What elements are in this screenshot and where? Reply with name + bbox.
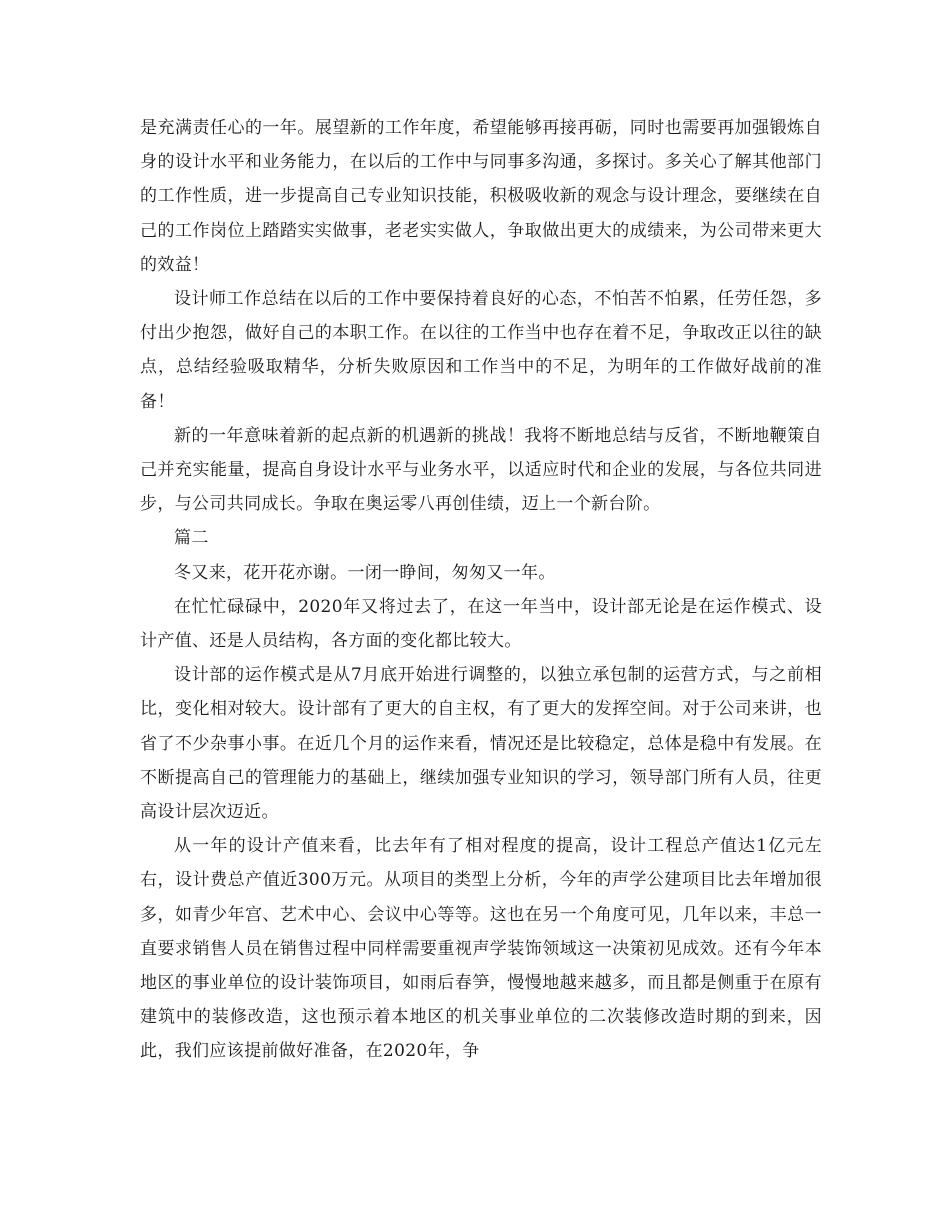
paragraph-year-review: 在忙忙碌碌中，2020年又将过去了，在这一年当中，设计部无论是在运作模式、设计产值、还是人员结构，各方面的变化都比较大。 [140,596,822,652]
paragraph-operation-mode: 设计部的运作模式是从7月底开始进行调整的，以独立承包制的运营方式，与之前相比，变化相对较大。设计部有了更大的自主权，有了更大的发挥空间。对于公司来讲，也省了不少杂事小事。在近几个月的运作来看，情况还是比较稳定，总体是稳中有发展。在不断提高自己的管理能力的基础上，继续加强专业知识的学习，领导部门所有人员，往更高设计层次迈近。 [140,665,822,823]
paragraph-new-year: 新的一年意味着新的起点新的机遇新的挑战！我将不断地总结与反省，不断地鞭策自己并充实能量，提高自身设计水平与业务水平，以适应时代和企业的发展，与各位共同进步，与公司共同成长。争取在奥运零八再创佳绩，迈上一个新台阶。 [140,425,822,515]
document-page [140,111,822,1069]
paragraph-designer-summary: 设计师工作总结在以后的工作中要保持着良好的心态，不怕苦不怕累，任劳任怨，多付出少抱怨，做好自己的本职工作。在以往的工作当中也存在着不足，争取改正以往的缺点，总结经验吸取精华，分析失败原因和工作当中的不足，为明年的工作做好战前的准备！ [140,289,822,412]
paragraph-winter: 冬又来，花开花亦谢。一闭一睁间，匆匆又一年。 [174,562,556,583]
section-heading: 篇二 [174,528,209,549]
paragraph-continuation: 是充满责任心的一年。展望新的工作年度，希望能够再接再砺，同时也需要再加强锻炼自身的设计水平和业务能力，在以后的工作中与同事多沟通，多探讨。多关心了解其他部门的工作性质，进一步提高自己专业知识技能，积极吸收新的观念与设计理念，要继续在自己的工作岗位上踏踏实实做事，老老实实做人，争取做出更大的成绩来，为公司带来更大的效益！ [140,118,822,275]
paragraph-output-value: 从一年的设计产值来看，比去年有了相对程度的提高，设计工程总产值达1亿元左右，设计费总产值近300万元。从项目的类型上分析，今年的声学公建项目比去年增加很多，如青少年宫、艺术中心、会议中心等等。这也在另一个角度可见，几年以来，丰总一直要求销售人员在销售过程中同样需要重视声学装饰领域这一决策初见成效。还有今年本地区的事业单位的设计装饰项目，如雨后春笋，慢慢地越来越多，而且都是侧重于在原有建筑中的装修改造，这也预示着本地区的机关事业单位的二次装修改造时期的到来，因此，我们应该提前做好准备，在2020年，争 [140,836,822,1062]
